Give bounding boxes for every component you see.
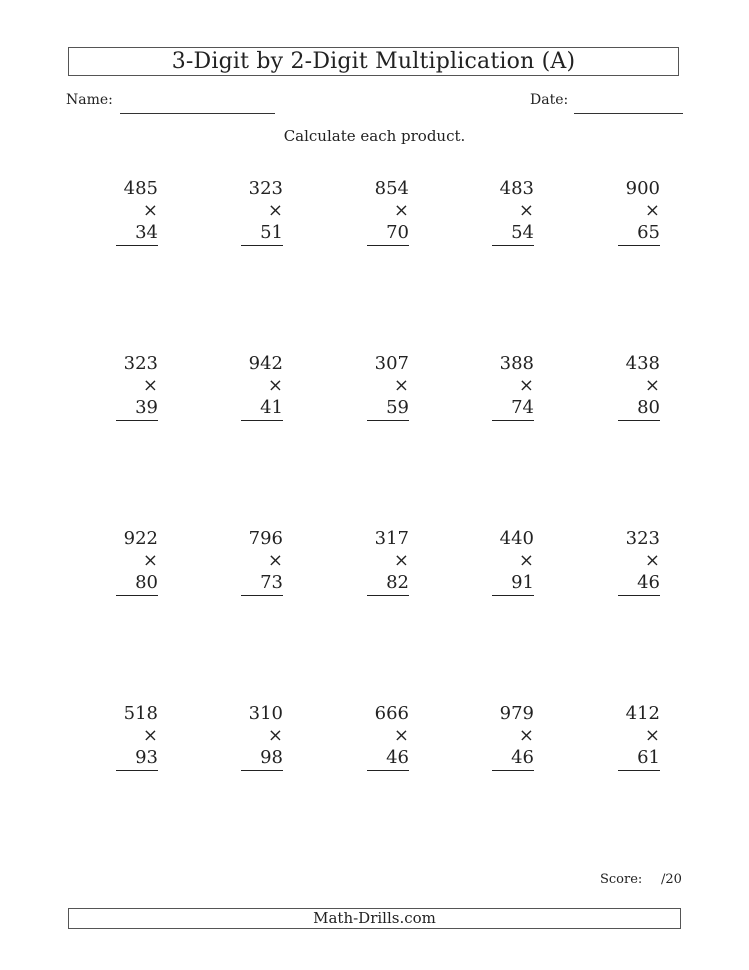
- problem-4: [464, 178, 534, 246]
- date-label: Date:: [530, 92, 569, 108]
- multiplicand: 518: [123, 703, 158, 724]
- multiplicand: 388: [499, 353, 534, 374]
- multiplicand: 483: [499, 178, 534, 199]
- multiplier: × 39: [116, 375, 158, 421]
- problem-18: [339, 703, 409, 771]
- multiplier: × 54: [492, 200, 534, 246]
- multiplicand: 440: [499, 528, 534, 549]
- problem-12: [213, 528, 283, 596]
- multiplicand: 979: [499, 703, 534, 724]
- multiplier: × 82: [367, 550, 409, 596]
- multiplier: × 59: [367, 375, 409, 421]
- multiplicand: 323: [123, 353, 158, 374]
- score-total: /20: [661, 872, 682, 887]
- problem-20: [590, 703, 660, 771]
- instructions: Calculate each product.: [283, 127, 466, 145]
- multiplier: × 80: [116, 550, 158, 596]
- multiplier: × 61: [618, 725, 660, 771]
- multiplier: × 46: [367, 725, 409, 771]
- multiplier: × 46: [492, 725, 534, 771]
- multiplier: × 73: [241, 550, 283, 596]
- multiplicand: 900: [625, 178, 660, 199]
- multiplier: × 93: [116, 725, 158, 771]
- score-label: Score:: [600, 872, 643, 887]
- multiplicand: 438: [625, 353, 660, 374]
- multiplier: × 91: [492, 550, 534, 596]
- multiplicand: 485: [123, 178, 158, 199]
- problem-5: [590, 178, 660, 246]
- multiplier: × 34: [116, 200, 158, 246]
- multiplicand: 412: [625, 703, 660, 724]
- multiplier: × 46: [618, 550, 660, 596]
- problem-9: [464, 353, 534, 421]
- multiplier: × 98: [241, 725, 283, 771]
- problem-15: [590, 528, 660, 596]
- multiplicand: 854: [374, 178, 409, 199]
- problem-6: [88, 353, 158, 421]
- problem-11: [88, 528, 158, 596]
- problem-13: [339, 528, 409, 596]
- multiplier: × 74: [492, 375, 534, 421]
- problem-14: [464, 528, 534, 596]
- multiplicand: 666: [374, 703, 409, 724]
- problem-10: [590, 353, 660, 421]
- multiplicand: 323: [248, 178, 283, 199]
- problem-3: [339, 178, 409, 246]
- multiplier: × 51: [241, 200, 283, 246]
- problem-2: [213, 178, 283, 246]
- multiplicand: 942: [248, 353, 283, 374]
- multiplicand: 317: [374, 528, 409, 549]
- problem-7: [213, 353, 283, 421]
- problem-16: [88, 703, 158, 771]
- multiplier: × 80: [618, 375, 660, 421]
- multiplier: × 70: [367, 200, 409, 246]
- multiplier: × 41: [241, 375, 283, 421]
- multiplier: × 65: [618, 200, 660, 246]
- multiplicand: 796: [248, 528, 283, 549]
- multiplicand: 307: [374, 353, 409, 374]
- problem-19: [464, 703, 534, 771]
- problem-17: [213, 703, 283, 771]
- name-label: Name:: [66, 92, 113, 108]
- problem-1: [88, 178, 158, 246]
- worksheet-title: 3-Digit by 2-Digit Multiplication (A): [68, 47, 679, 76]
- footer-site-name: Math-Drills.com: [68, 908, 681, 929]
- multiplicand: 310: [248, 703, 283, 724]
- problem-8: [339, 353, 409, 421]
- multiplicand: 323: [625, 528, 660, 549]
- multiplicand: 922: [123, 528, 158, 549]
